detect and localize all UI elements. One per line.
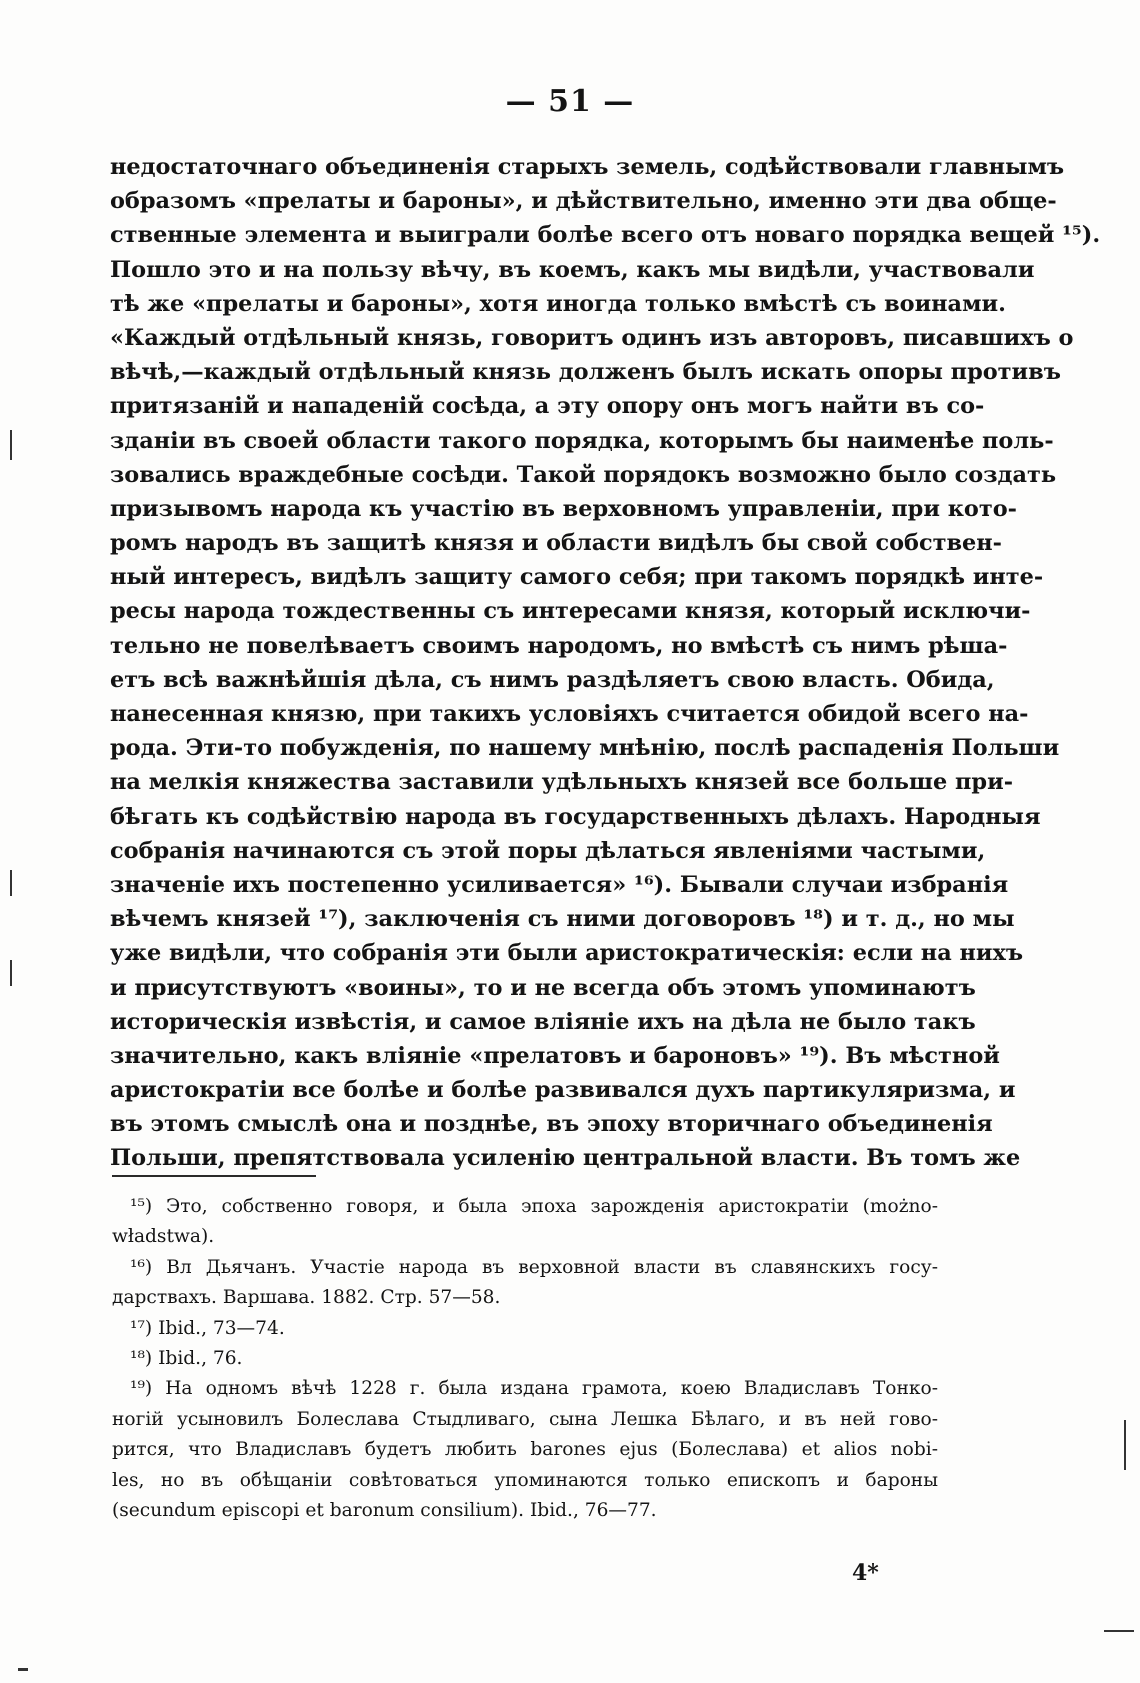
text-line: значеніе ихъ постепенно усиливается» ¹⁶). Бывали случаи избранія [110, 871, 1009, 898]
text-line: бѣгать къ содѣйствію народа въ государственныхъ дѣлахъ. Народныя [110, 803, 1041, 830]
scan-edge-mark [10, 430, 12, 460]
footnote-line: ¹⁸) Ibid., 76. [130, 1347, 243, 1369]
text-line: зданіи въ своей области такого порядка, которымъ бы наименѣе поль- [110, 427, 1054, 454]
scan-edge-mark [1104, 1630, 1134, 1632]
footnotes [112, 1192, 938, 1526]
scan-edge-mark [10, 870, 12, 896]
text-line: зовались враждебные сосѣди. Такой порядокъ возможно было создать [110, 461, 1057, 488]
footnote-line: ¹⁵) Это, собственно говоря, и была эпоха зарожденія аристократіи (możno- [130, 1196, 938, 1217]
footnote-line: ¹⁷) Ibid., 73—74. [130, 1317, 285, 1339]
text-line: образомъ «прелаты и бароны», и дѣйствительно, именно эти два обще- [110, 188, 1057, 215]
footnote-line: (secundum episcopi et baronum consilium). Ibid., 76—77. [112, 1499, 657, 1521]
page-number: — 51 — [505, 84, 635, 119]
text-line: недостаточнаго объединенія старыхъ земель, содѣйствовали главнымъ [110, 154, 1065, 180]
footnote-line: дарствахъ. Варшава. 1882. Стр. 57—58. [112, 1287, 501, 1309]
text-line: вѣчѣ,—каждый отдѣльный князь долженъ былъ искать опоры противъ [110, 359, 1061, 386]
footnote-line: ¹⁶) Вл Дьячанъ. Участіе народа въ верховной власти въ славянскихъ госу- [130, 1256, 938, 1278]
footnote-divider [112, 1175, 316, 1177]
text-line: аристократіи все болѣе и болѣе развивался духъ партикуляризма, и [110, 1077, 1016, 1104]
footnote-line: ¹⁹) На одномъ вѣчѣ 1228 г. была издана грамота, коею Владиславъ Тонко- [130, 1378, 938, 1400]
text-line: значительно, какъ вліяніе «прелатовъ и бароновъ» ¹⁹). Въ мѣстной [110, 1042, 1000, 1069]
text-line: ственные элемента и выиграли болѣе всего отъ новаго порядка вещей ¹⁵). [110, 222, 1101, 249]
text-line: Пошло это и на пользу вѣчу, въ коемъ, какъ мы видѣли, участвовали [110, 256, 1035, 283]
text-line: историческія извѣстія, и самое вліяніе ихъ на дѣла не было такъ [110, 1008, 976, 1035]
text-line: ресы народа тождественны съ интересами князя, который исключи- [110, 598, 1031, 625]
text-line: собранія начинаются съ этой поры дѣлаться явленіями частыми, [110, 837, 986, 864]
text-line: и присутствуютъ «воины», то и не всегда объ этомъ упоминаютъ [110, 974, 976, 1001]
text-line: на мелкія княжества заставили удѣльныхъ князей все больше при- [110, 769, 1013, 796]
text-line: етъ всѣ важнѣйшія дѣла, съ нимъ раздѣляетъ свою власть. Обида, [110, 666, 995, 693]
scan-edge-mark [10, 960, 12, 986]
scan-edge-mark [1124, 1420, 1126, 1470]
footnote-line: les, но въ обѣщаніи совѣтоваться упоминаются только епископъ и бароны [112, 1469, 938, 1491]
text-line: тельно не повелѣваетъ своимъ народомъ, но вмѣстѣ съ нимъ рѣша- [110, 632, 1008, 659]
text-line: призывомъ народа къ участію въ верховномъ управленіи, при кото- [110, 495, 1017, 522]
text-line: притязаній и нападеній сосѣда, а эту опору онъ могъ найти въ со- [110, 393, 985, 420]
text-line: ный интересъ, видѣлъ защиту самого себя; при такомъ порядкѣ инте- [110, 564, 1044, 591]
text-line: ромъ народъ въ защитѣ князя и области видѣлъ бы свой собствен- [110, 530, 1002, 557]
footnote-line: władstwa). [112, 1226, 215, 1248]
footnote-line: рится, что Владиславъ будетъ любить barones ejus (Болеслава) et alios nobi- [112, 1439, 938, 1461]
text-line: въ этомъ смыслѣ она и позднѣе, въ эпоху вторичнаго объединенія [110, 1111, 993, 1138]
footnote-line: ногій усыновилъ Болеслава Стыдливаго, сына Лешка Бѣлаго, и въ ней гово- [112, 1408, 938, 1430]
main-text [110, 150, 1101, 1176]
text-line: рода. Эти-то побужденія, по нашему мнѣнію, послѣ распаденія Польши [110, 735, 1060, 762]
signature-mark: 4* [852, 1560, 879, 1586]
text-line: тѣ же «прелаты и бароны», хотя иногда только вмѣстѣ съ воинами. [110, 290, 1006, 317]
text-line: вѣчемъ князей ¹⁷), заключенія съ ними договоровъ ¹⁸) и т. д., но мы [110, 906, 1015, 933]
scan-edge-mark [18, 1668, 28, 1671]
text-line: «Каждый отдѣльный князь, говоритъ одинъ изъ авторовъ, писавшихъ о [110, 324, 1074, 351]
text-line: Польши, препятствовала усиленію центральной власти. Въ томъ же [110, 1145, 1021, 1172]
text-line: нанесенная князю, при такихъ условіяхъ считается обидой всего на- [110, 701, 1029, 727]
text-line: уже видѣли, что собранія эти были аристократическія: если на нихъ [110, 940, 1024, 967]
